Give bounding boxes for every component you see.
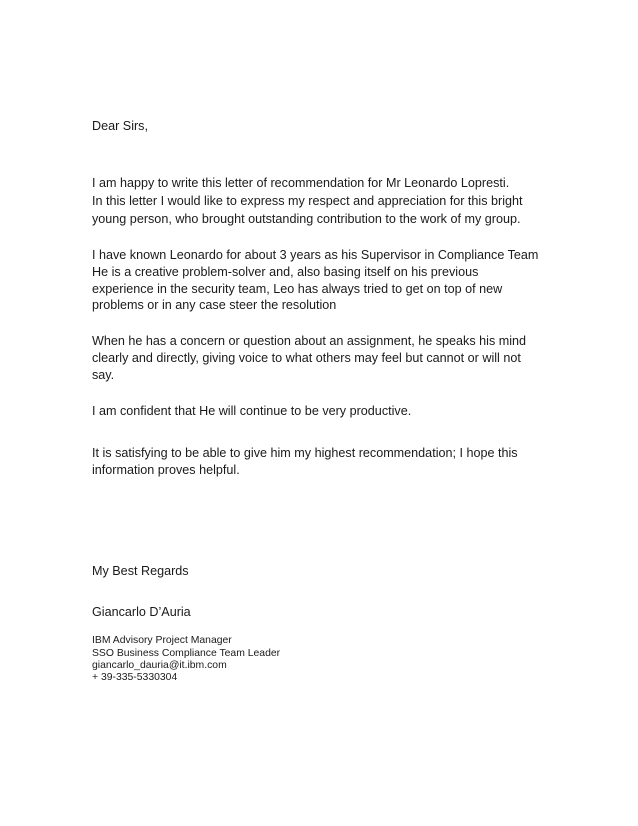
paragraph-2-line-4: problems or in any case steer the resolution <box>92 298 337 312</box>
paragraph-3-line-1: When he has a concern or question about an assignment, he speaks his mind <box>92 334 527 348</box>
paragraph-5-line-2: information proves helpful. <box>92 463 240 477</box>
paragraph-3-line-2: clearly and directly, giving voice to what others may feel but cannot or will not <box>92 351 521 365</box>
paragraph-2-line-3: experience in the security team, Leo has always tried to get on top of new <box>92 282 503 296</box>
paragraph-3-line-3: say. <box>92 368 115 382</box>
paragraph-5-line-1: It is satisfying to be able to give him my highest recommendation; I hope this <box>92 446 518 460</box>
signature-email: giancarlo_dauria@it.ibm.com <box>92 660 227 671</box>
signature-title: IBM Advisory Project Manager <box>92 635 232 646</box>
signature-phone: + 39-335-5330304 <box>92 672 178 683</box>
paragraph-1-line-3: young person, who brought outstanding contribution to the work of my group. <box>92 212 521 226</box>
paragraph-2-line-2: He is a creative problem-solver and, also basing itself on his previous <box>92 265 479 279</box>
paragraph-1-line-2: In this letter I would like to express my respect and appreciation for this bright <box>92 194 523 208</box>
salutation: Dear Sirs, <box>92 119 148 133</box>
signature-role: SSO Business Compliance Team Leader <box>92 648 281 659</box>
paragraph-4-line-1: I am confident that He will continue to be very productive. <box>92 404 412 418</box>
paragraph-2-line-1: I have known Leonardo for about 3 years as his Supervisor in Compliance Team <box>92 248 539 262</box>
signature-name: Giancarlo D’Auria <box>92 605 191 619</box>
closing: My Best Regards <box>92 564 189 578</box>
paragraph-1-line-1: I am happy to write this letter of recommendation for Mr Leonardo Lopresti. <box>92 176 510 190</box>
